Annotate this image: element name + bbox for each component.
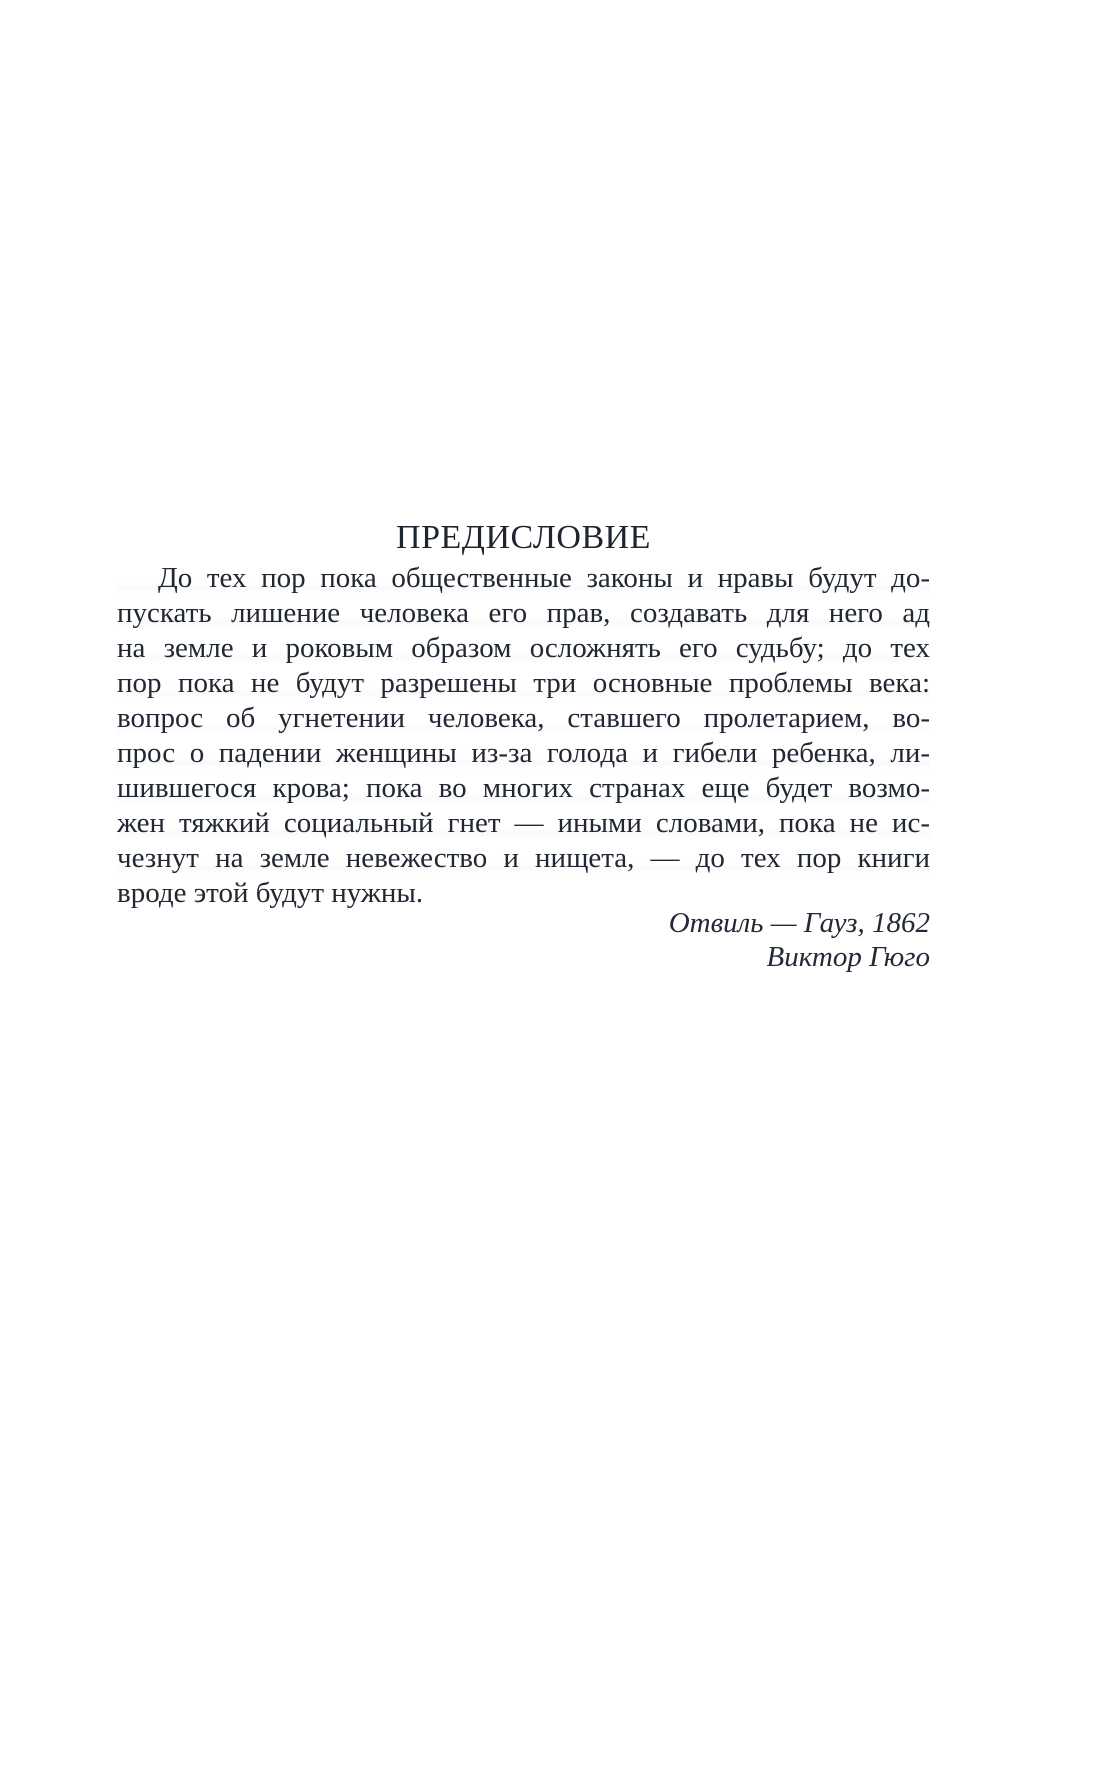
- attribution-block: [117, 906, 930, 974]
- paragraph-line: шившегося крова; пока во многих странах еще будет возмо-: [117, 772, 930, 804]
- paragraph-line: пускать лишение человека его прав, создавать для него ад: [117, 597, 930, 629]
- attribution-place-date: Отвиль — Гауз, 1862: [668, 907, 930, 939]
- page-title: ПРЕДИСЛОВИЕ: [396, 518, 651, 556]
- paragraph-line: вопрос об угнетении человека, ставшего пролетарием, во-: [117, 702, 930, 734]
- paragraph-line: жен тяжкий социальный гнет — иными словами, пока не ис-: [117, 807, 930, 839]
- paragraph-line: До тех пор пока общественные законы и нравы будут до-: [117, 561, 930, 596]
- paragraph-line: прос о падении женщины из-за голода и гибели ребенка, ли-: [117, 737, 930, 769]
- paragraph-line: на земле и роковым образом осложнять его судьбу; до тех: [117, 632, 930, 664]
- paragraph-line: вроде этой будут нужны.: [117, 877, 424, 909]
- preface-paragraph: [117, 561, 930, 911]
- attribution-author: Виктор Гюго: [766, 941, 930, 973]
- paragraph-line: чезнут на земле невежество и нищета, — до тех пор книги: [117, 842, 930, 874]
- paragraph-line: пор пока не будут разрешены три основные проблемы века:: [117, 667, 930, 699]
